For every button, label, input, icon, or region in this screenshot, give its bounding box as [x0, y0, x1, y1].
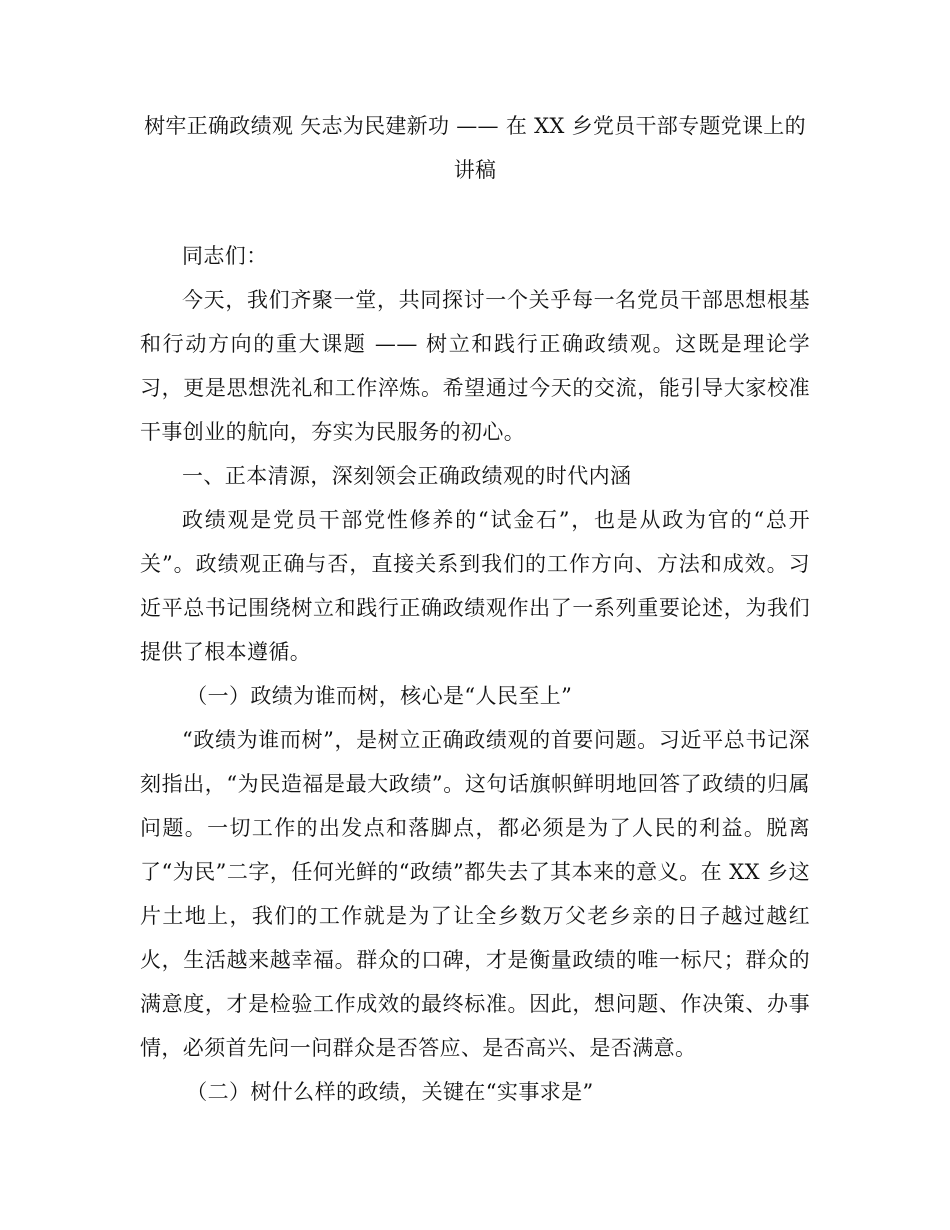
subheading-2: （二）树什么样的政绩，关键在“实事求是” — [186, 1080, 594, 1104]
paragraph-section-1: 政绩观是党员干部党性修养的“试金石”，也是从政为官的“总开关”。政绩观正确与否，直接关系到我们的工作方向、方法和成效。习近平总书记围绕树立和践行正确政绩观作出了一系列重要论述，为我们提供了根本遵循。 — [140, 508, 810, 664]
document-title: 树牢正确政绩观 矢志为民建新功 —— 在 XX 乡党员干部专题党课上的讲稿 — [144, 114, 806, 182]
document-body — [140, 234, 810, 1114]
paragraph-subsection-1: “政绩为谁而树”，是树立正确政绩观的首要问题。习近平总书记深刻指出，“为民造福是最大政绩”。这句话旗帜鲜明地回答了政绩的归属问题。一切工作的出发点和落脚点，都必须是为了人民的利益。脱离了“为民”二字，任何光鲜的“政绩”都失去了其本来的意义。在 XX 乡这片土地上，我们的工作就是为了让全乡数万父老乡亲的日子越过越红火，生活越来越幸福。群众的口碑，才是衡量政绩的唯一标尺；群众的满意度，才是检验工作成效的最终标准。因此，想问题、作决策、办事情，必须首先问一问群众是否答应、是否高兴、是否满意。 — [140, 728, 810, 1060]
subheading-1: （一）政绩为谁而树，核心是“人民至上” — [186, 684, 573, 708]
section-heading-1: 一、正本清源，深刻领会正确政绩观的时代内涵 — [182, 464, 632, 488]
salutation: 同志们： — [182, 244, 268, 268]
paragraph-intro: 今天，我们齐聚一堂，共同探讨一个关乎每一名党员干部思想根基和行动方向的重大课题 —— 树立和践行正确政绩观。这既是理论学习，更是思想洗礼和工作淬炼。希望通过今天的交流，能引导大家校准干事创业的航向，夯实为民服务的初心。 — [140, 288, 810, 444]
